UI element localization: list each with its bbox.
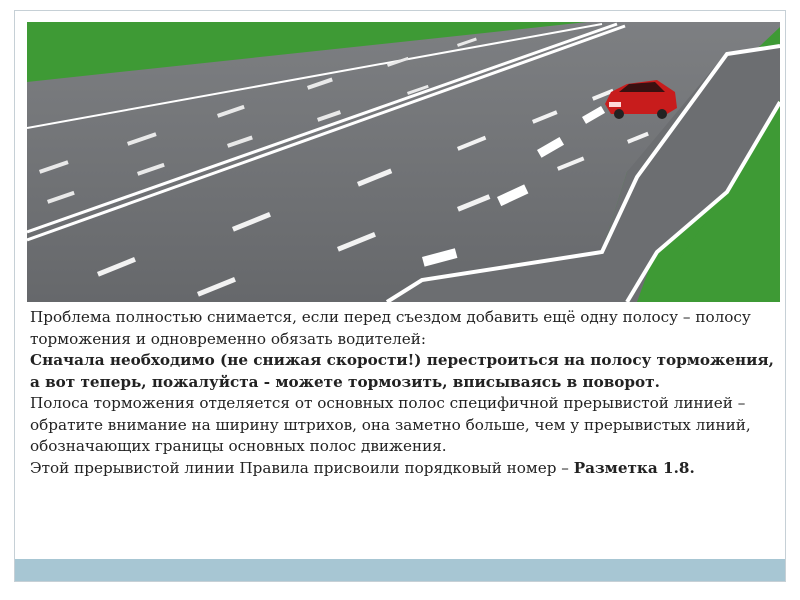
marking-label: Разметка 1.8. (573, 458, 695, 477)
paragraph-instruction: Сначала необходимо (не снижая скорости!) перестроиться на полосу торможения, а вот теперь, пожалуйста - можете тормозить, вписываясь в поворот. (30, 351, 774, 391)
paragraph-explanation: Полоса торможения отделяется от основных полос специфичной прерывистой линией – обратите внимание на ширину штрихов, она заметно больше, чем у прерывистых линий, обозначающих границы основных полос движения. (30, 394, 751, 455)
road-illustration (27, 22, 780, 302)
paragraph-marking-number (30, 458, 775, 480)
slide-text (30, 307, 775, 479)
marking-sentence: Этой прерывистой линии Правила присвоили порядковый номер – (30, 458, 574, 477)
slide-footer-band (15, 559, 785, 581)
road-scene (27, 22, 780, 302)
paragraph-intro: Проблема полностью снимается, если перед съездом добавить ещё одну полосу – полосу торможения и одновременно обязать водителей: (30, 308, 751, 348)
